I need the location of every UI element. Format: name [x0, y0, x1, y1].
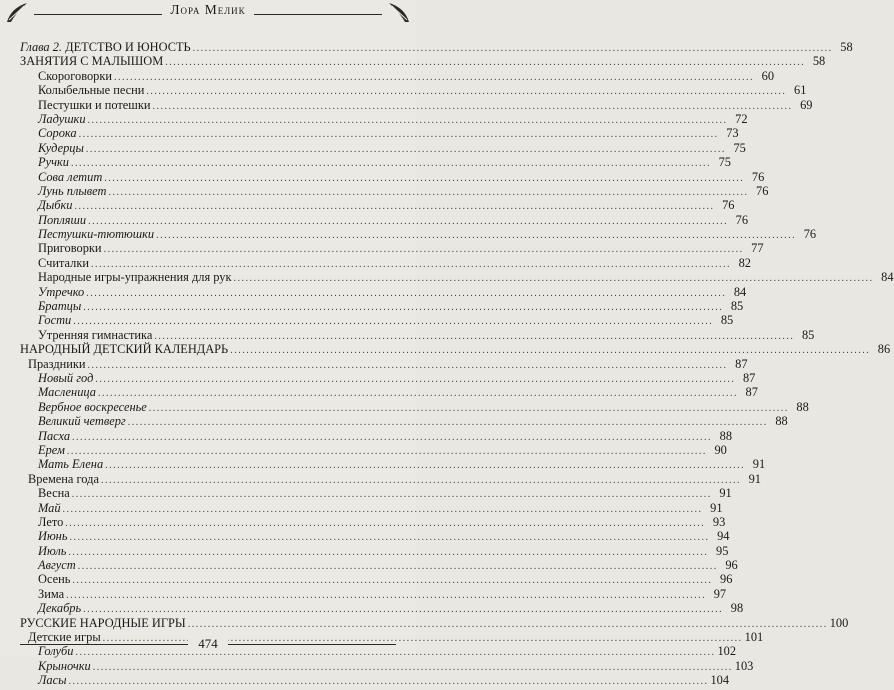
- toc-entry-title: [20, 414, 126, 428]
- toc-entry: [20, 270, 894, 285]
- dot-leader: [75, 200, 715, 214]
- toc-entry: [20, 54, 826, 69]
- toc-entry-title: [20, 184, 106, 198]
- toc-entry: [20, 457, 766, 472]
- toc-entry-page: 87: [735, 356, 748, 371]
- toc-entry-page: 84: [881, 270, 894, 285]
- dot-leader: [67, 445, 707, 459]
- dot-leader: [69, 531, 709, 545]
- toc-entry: [20, 255, 751, 270]
- toc-title-text: Сова летит: [38, 169, 103, 184]
- toc-entry: [20, 183, 769, 198]
- dot-leader: [93, 661, 733, 675]
- toc-entry: [20, 572, 733, 587]
- toc-entry-page: 96: [725, 558, 738, 573]
- toc-entry-page: 96: [720, 572, 733, 587]
- dot-leader: [95, 373, 735, 387]
- toc-entry-title: [20, 69, 112, 83]
- toc-entry-title: [20, 443, 65, 457]
- toc-entry-title: [20, 313, 71, 327]
- dot-leader: [66, 589, 706, 603]
- toc-entry: [20, 284, 747, 299]
- toc-title-text: Приговорки: [38, 241, 102, 256]
- dot-leader: [83, 301, 723, 315]
- toc-entry-title: [20, 587, 64, 601]
- toc-entry-page: 75: [733, 140, 746, 155]
- toc-entry-title: [20, 673, 66, 687]
- toc-entry-page: 76: [803, 227, 817, 242]
- toc-title-text: Пасха: [38, 428, 71, 443]
- dot-leader: [68, 675, 708, 689]
- toc-entry-page: 73: [726, 126, 739, 141]
- dot-leader: [79, 128, 719, 142]
- toc-entry: [20, 83, 807, 98]
- toc-entry: [20, 356, 748, 371]
- toc-title-text: Голуби: [38, 644, 74, 659]
- toc-entry-page: 88: [796, 399, 809, 414]
- toc-title-text: Лунь плывет: [38, 183, 107, 198]
- toc-title-text: Пестушки и потешки: [38, 97, 151, 112]
- toc-entry: [20, 414, 788, 429]
- toc-entry-title: [20, 54, 163, 68]
- toc-entry-page: 87: [745, 385, 758, 400]
- toc-entry-page: 101: [744, 630, 764, 645]
- toc-title-text: Зима: [38, 586, 65, 601]
- dot-leader: [72, 431, 712, 445]
- toc-title-text: ЗАНЯТИЯ С МАЛЫШОМ: [20, 54, 164, 69]
- dot-leader: [188, 618, 828, 632]
- toc-entry-title: [20, 429, 70, 443]
- dot-leader: [71, 157, 711, 171]
- dot-leader: [72, 488, 712, 502]
- toc-entry-title: [20, 472, 99, 486]
- leaf-ornament-icon: [386, 0, 412, 26]
- toc-entry: [20, 40, 853, 54]
- dot-leader: [73, 315, 713, 329]
- toc-title-text: Вербное воскресенье: [38, 399, 147, 414]
- toc-title-text: Времена года: [28, 471, 99, 486]
- toc-entry-page: 76: [735, 212, 749, 227]
- dot-leader: [234, 272, 874, 286]
- dot-leader: [146, 85, 786, 99]
- toc-entry-page: 76: [756, 183, 769, 198]
- toc-entry: [20, 543, 729, 558]
- toc-title-text: Масленица: [38, 385, 96, 400]
- toc-entry: [20, 385, 758, 400]
- toc-entry: [20, 155, 731, 170]
- dot-leader: [149, 402, 789, 416]
- toc-title-text: Ласы: [38, 673, 67, 688]
- toc-title-text: Ладушки: [38, 111, 86, 126]
- dot-leader: [101, 474, 741, 488]
- toc-entry-page: 91: [748, 471, 761, 486]
- toc-entry-title: [20, 285, 84, 299]
- toc-entry-page: 72: [735, 111, 748, 126]
- toc-entry: [20, 198, 735, 213]
- toc-entry: [20, 299, 744, 314]
- toc-entry: [20, 370, 756, 385]
- toc-entry-title: [20, 328, 152, 342]
- page-number: 474: [0, 636, 416, 652]
- toc-entry: [20, 97, 813, 112]
- toc-title-text: РУССКИЕ НАРОДНЫЕ ИГРЫ: [20, 615, 186, 630]
- toc-title-text: Крыночки: [38, 658, 91, 673]
- dot-leader: [88, 215, 728, 229]
- toc-entry-title: [20, 342, 228, 356]
- dot-leader: [98, 387, 738, 401]
- toc-entry-page: 60: [761, 68, 775, 83]
- toc-entry-title: [20, 558, 76, 572]
- toc-title-text: Май: [38, 500, 61, 515]
- page-footer: [0, 633, 416, 657]
- toc-title-text: Праздники: [28, 356, 86, 371]
- toc-entry-title: [20, 213, 86, 227]
- toc-entry: [20, 313, 734, 328]
- chapter-prefix: Глава 2.: [20, 40, 63, 54]
- toc-title-text: Июнь: [38, 529, 68, 544]
- toc-title-text: ДЕТСТВО И ЮНОСТЬ: [65, 40, 191, 54]
- toc-title-text: Август: [38, 558, 76, 573]
- toc-entry: [20, 529, 730, 544]
- toc-title-text: Попляши: [38, 212, 87, 227]
- toc-entry: [20, 486, 732, 501]
- toc-entry: [20, 500, 723, 515]
- dot-leader: [114, 71, 754, 85]
- toc-entry-title: [20, 256, 89, 270]
- running-header-title: Лора Мелик: [0, 2, 416, 18]
- toc-entry-title: [20, 529, 67, 543]
- toc-entry: [20, 601, 744, 616]
- toc-entry-title: [20, 141, 84, 155]
- toc-entry: [20, 442, 727, 457]
- toc-title-text: Июль: [38, 543, 67, 558]
- toc-entry-page: 100: [829, 615, 849, 630]
- toc-title-text: Лето: [38, 514, 64, 529]
- toc-entry-page: 85: [801, 327, 815, 342]
- table-of-contents: [20, 40, 894, 688]
- dot-leader: [128, 416, 768, 430]
- toc-entry-page: 82: [738, 255, 751, 270]
- toc-entry-title: [20, 601, 81, 615]
- dot-leader: [108, 186, 748, 200]
- dot-leader: [104, 172, 744, 186]
- toc-entry: [20, 342, 891, 357]
- dot-leader: [78, 560, 718, 574]
- toc-entry-title: [20, 371, 93, 385]
- toc-entry-title: [20, 501, 61, 515]
- toc-entry-page: 97: [713, 586, 727, 601]
- toc-title-text: Утречко: [38, 284, 85, 299]
- toc-entry: [20, 140, 746, 155]
- toc-entry-page: 102: [717, 644, 737, 659]
- toc-title-text: НАРОДНЫЙ ДЕТСКИЙ КАЛЕНДАРЬ: [20, 342, 229, 357]
- toc-entry: [20, 514, 726, 529]
- toc-entry-title: [20, 659, 91, 673]
- toc-entry-page: 91: [719, 486, 732, 501]
- toc-entry-page: 77: [751, 241, 764, 256]
- toc-entry-page: 86: [877, 342, 891, 357]
- toc-entry-title: [20, 457, 103, 471]
- toc-entry-page: 104: [710, 673, 730, 688]
- toc-entry-title: [20, 515, 63, 529]
- toc-entry: [20, 126, 739, 141]
- toc-entry: [20, 212, 749, 227]
- dot-leader: [105, 459, 745, 473]
- toc-entry-title: [20, 544, 66, 558]
- toc-entry-title: [20, 98, 151, 112]
- toc-title-text: Пестушки-тютюшки: [38, 227, 155, 242]
- toc-entry-title: [20, 155, 69, 169]
- toc-entry-page: 75: [718, 155, 731, 170]
- toc-entry-page: 98: [730, 601, 744, 616]
- toc-title-text: Сорока: [38, 126, 77, 141]
- dot-leader: [65, 517, 705, 531]
- toc-title-text: Детские игры: [28, 630, 101, 645]
- toc-title-text: Утренняя гимнастика: [38, 327, 153, 342]
- toc-title-text: Декабрь: [38, 601, 82, 616]
- toc-entry-title: [20, 83, 144, 97]
- toc-entry-title: [20, 198, 73, 212]
- toc-entry-page: 91: [752, 457, 766, 472]
- toc-entry: [20, 615, 849, 630]
- toc-entry: [20, 241, 764, 256]
- dot-leader: [72, 574, 712, 588]
- toc-entry-page: 87: [742, 370, 756, 385]
- dot-leader: [153, 100, 793, 114]
- toc-entry-title: [20, 400, 147, 414]
- dot-leader: [104, 243, 744, 257]
- toc-entry-page: 95: [716, 543, 729, 558]
- toc-entry-page: 58: [812, 54, 826, 69]
- toc-entry-page: 93: [712, 514, 726, 529]
- toc-entry: [20, 227, 817, 242]
- toc-title-text: Новый год: [38, 370, 94, 385]
- toc-entry: [20, 68, 775, 83]
- toc-entry: [20, 658, 754, 673]
- dot-leader: [86, 143, 726, 157]
- toc-entry-title: [20, 385, 96, 399]
- toc-entry-title: [20, 357, 86, 371]
- toc-entry-title: [20, 572, 70, 586]
- toc-title-text: Скороговорки: [38, 68, 113, 83]
- toc-entry: [20, 399, 809, 414]
- dot-leader: [86, 287, 726, 301]
- toc-entry-page: 76: [751, 169, 765, 184]
- toc-title-text: Гости: [38, 313, 72, 328]
- toc-entry-page: 84: [733, 284, 747, 299]
- dot-leader: [230, 344, 870, 358]
- toc-entry: [20, 471, 761, 486]
- toc-entry-title: [20, 227, 154, 241]
- dot-leader: [68, 546, 708, 560]
- toc-entry-title: [20, 299, 81, 313]
- toc-title-text: Кудерцы: [38, 140, 84, 155]
- dot-leader: [165, 56, 805, 70]
- toc-entry-title: [20, 616, 186, 630]
- toc-entry-page: 88: [775, 414, 788, 429]
- toc-entry-title: [20, 241, 102, 255]
- toc-title-text: Мать Елена: [38, 457, 104, 472]
- toc-entry: [20, 673, 730, 688]
- toc-entry: [20, 428, 733, 443]
- dot-leader: [88, 359, 728, 373]
- dot-leader: [88, 114, 728, 128]
- toc-title-text: Братцы: [38, 299, 82, 314]
- toc-entry-title: [20, 126, 77, 140]
- toc-title-text: Великий четверг: [38, 414, 126, 429]
- toc-entry-page: 94: [717, 529, 730, 544]
- dot-leader: [193, 42, 833, 56]
- toc-entry: [20, 558, 738, 573]
- dot-leader: [154, 330, 794, 344]
- toc-entry-page: 76: [722, 198, 735, 213]
- toc-entry-title: [20, 486, 70, 500]
- dot-leader: [156, 229, 796, 243]
- toc-entry: [20, 169, 765, 184]
- toc-title-text: Весна: [38, 486, 70, 501]
- toc-entry-page: 91: [710, 500, 723, 515]
- toc-entry-title: [20, 270, 232, 284]
- toc-entry: [20, 111, 748, 126]
- toc-entry-title: [20, 170, 102, 184]
- toc-title-text: Ручки: [38, 155, 69, 170]
- toc-entry-page: 69: [800, 97, 813, 112]
- toc-entry: [20, 327, 815, 342]
- toc-entry-page: 103: [734, 658, 754, 673]
- toc-title-text: Считалки: [38, 255, 89, 270]
- toc-entry-page: 61: [794, 83, 807, 98]
- toc-entry-page: 85: [730, 299, 744, 314]
- toc-title-text: Ерем: [38, 442, 65, 457]
- toc-title-text: Осень: [38, 572, 71, 587]
- toc-entry-page: 88: [719, 428, 733, 443]
- toc-entry-page: 58: [840, 40, 853, 54]
- toc-entry-page: 85: [720, 313, 734, 328]
- toc-entry-title: [20, 112, 86, 126]
- toc-entry-page: 90: [714, 442, 727, 457]
- toc-title-text: Дыбки: [38, 198, 73, 213]
- toc-title-text: Народные игры-упражнения для рук: [38, 270, 232, 285]
- page-header: [0, 0, 416, 28]
- toc-entry-title: [20, 40, 191, 54]
- dot-leader: [63, 503, 703, 517]
- toc-entry: [20, 586, 727, 601]
- toc-title-text: Колыбельные песни: [38, 83, 145, 98]
